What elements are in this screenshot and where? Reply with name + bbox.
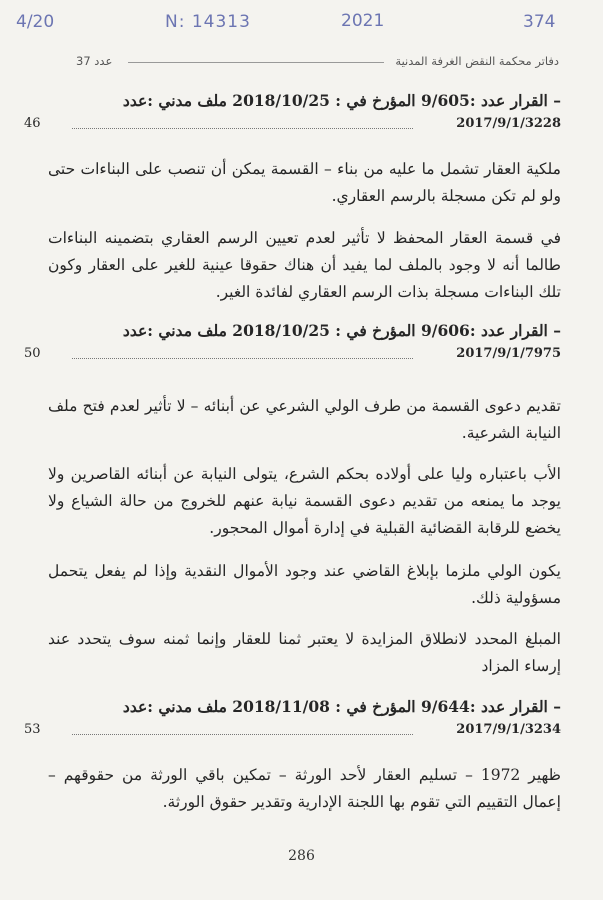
decision-line: – القرار عدد :9/606 المؤرخ في : 2018/10/25 ملف مدني :عدد bbox=[122, 321, 561, 340]
decision-file-line bbox=[24, 344, 561, 368]
decision-reference bbox=[24, 694, 561, 744]
decision-line: – القرار عدد :9/605 المؤرخ في : 2018/10/25 ملف مدني :عدد bbox=[122, 91, 561, 110]
handwritten-year: 2021 bbox=[341, 11, 385, 31]
file-number: 2017/9/1/3234 bbox=[456, 722, 561, 737]
summary-paragraph: ملكية العقار تشمل ما عليه من بناء – القسمة يمكن أن تنصب على البناءات حتى ولو لم تكن مسجلة بالرسم العقاري. bbox=[48, 160, 561, 205]
decision-reference bbox=[24, 88, 561, 138]
decision-file-line bbox=[24, 114, 561, 138]
summary-paragraph: يكون الولي ملزما بإبلاغ القاضي عند وجود الأموال النقدية وإذا لم يفعل يتحمل مسؤولية ذلك. bbox=[48, 562, 561, 607]
decision-reference bbox=[24, 318, 561, 368]
dotted-leader bbox=[72, 734, 413, 735]
handwritten-file-reference: N: 14313 bbox=[165, 12, 251, 32]
summary-paragraph: ظهير 1972 – تسليم العقار لأحد الورثة – تمكين باقي الورثة من حقوقهم – إعمال التقييم التي تقوم بها اللجنة الإدارية وتقدير حقوق الورثة. bbox=[48, 766, 561, 811]
summary-paragraph: الأب باعتباره وليا على أولاده بحكم الشرع، يتولى النيابة عن أبنائه القاصرين ولا يوجد ما يمنعه من تقديم دعوى القسمة نيابة عنهم للخروج من حالة الشياع ولا يخضع للرقابة القضائية القبلية في إدارة أموال المحجور. bbox=[48, 465, 561, 537]
dotted-leader bbox=[72, 128, 413, 129]
running-header bbox=[76, 54, 559, 70]
header-rule bbox=[128, 62, 384, 63]
handwritten-page-fraction: 4/20 bbox=[16, 12, 55, 32]
file-number: 2017/9/1/7975 bbox=[456, 346, 561, 361]
file-number: 2017/9/1/3228 bbox=[456, 116, 561, 131]
decision-line: – القرار عدد :9/644 المؤرخ في : 2018/11/08 ملف مدني :عدد bbox=[122, 697, 561, 716]
issue-number: عدد 37 bbox=[76, 54, 113, 68]
decision-file-line bbox=[24, 720, 561, 744]
item-number: 53 bbox=[24, 722, 41, 737]
item-number: 50 bbox=[24, 346, 41, 361]
summary-paragraph: في قسمة العقار المحفظ لا تأثير لعدم تعيين الرسم العقاري بتضمينه البناءات طالما أنه لا وجود بالملف لما يفيد أن هناك حقوقا عينية للغير على العقار وكون تلك البناءات مسجلة بذات الرسم العقاري لفائدة الغير. bbox=[48, 229, 561, 301]
journal-title: دفاتر محكمة النقض الغرفة المدنية bbox=[395, 54, 559, 68]
summary-paragraph: تقديم دعوى القسمة من طرف الولي الشرعي عن أبنائه – لا تأثير لعدم فتح ملف النيابة الشرعية. bbox=[48, 397, 561, 442]
handwritten-page-number: 374 bbox=[523, 12, 556, 32]
item-number: 46 bbox=[24, 116, 41, 131]
dotted-leader bbox=[72, 358, 413, 359]
summary-paragraph: المبلغ المحدد لانطلاق المزايدة لا يعتبر ثمنا للعقار وإنما ثمنه سوف يتحدد عند إرساء المزاد bbox=[48, 630, 561, 675]
page-number: 286 bbox=[288, 848, 315, 864]
